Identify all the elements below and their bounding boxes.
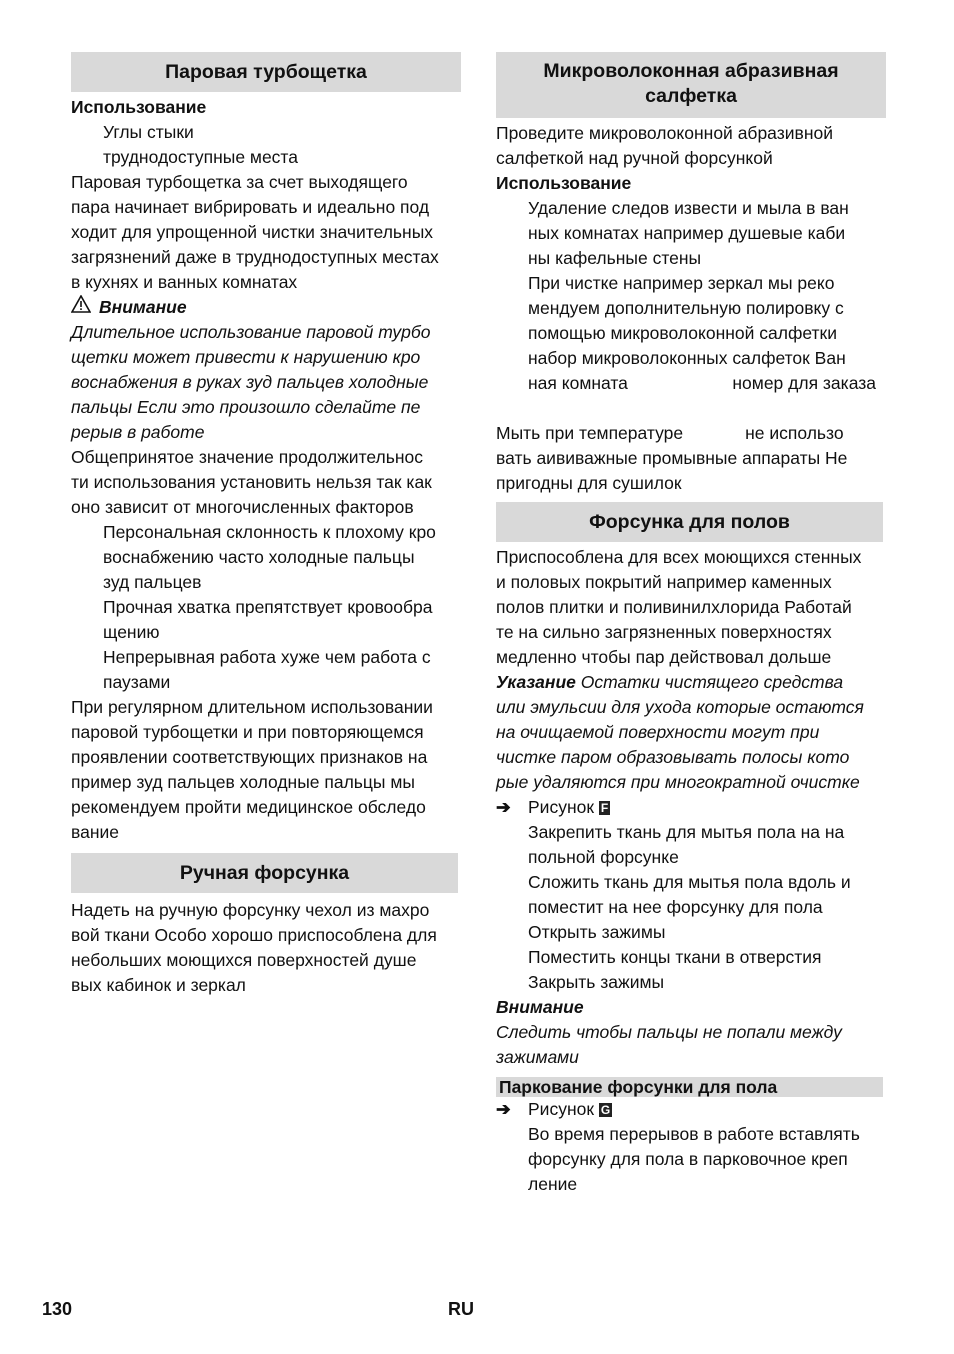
washing-paragraph <box>496 421 886 496</box>
text-line: вание <box>71 822 120 842</box>
figure-reference-g <box>496 1097 886 1122</box>
list-item: ление <box>528 1174 578 1194</box>
text-line: на очищаемой поверхности могут при <box>496 722 820 742</box>
arrow-right-icon: ➔ <box>496 1099 511 1119</box>
text-line: рекомендуем пройти медицинское обследо <box>71 797 426 817</box>
text-line: вать аививажные промывные аппараты Не <box>496 448 848 468</box>
recommend-paragraph <box>71 695 461 845</box>
floor-paragraph <box>496 545 886 670</box>
text-line: те на сильно загрязненных поверхностях <box>496 622 832 642</box>
text-span: Мыть при температуре <box>496 423 684 443</box>
text-line: небольших моющихся поверхностей душе <box>71 950 417 970</box>
microfiber-usage <box>496 196 886 396</box>
text-line: зажимами <box>496 1047 579 1067</box>
order-number-line <box>496 371 886 396</box>
list-item: ных комнатах например душевые каби <box>528 223 846 243</box>
text-line: рые удаляются при многократной очистке <box>496 772 860 792</box>
list-item: Персональная склонность к плохому кро <box>103 522 436 542</box>
text-line: и половых покрытий например каменных <box>496 572 832 592</box>
usage-label: Использование <box>496 173 632 193</box>
list-item: воснабжению часто холодные пальцы <box>103 547 415 567</box>
warning-heading <box>71 295 461 320</box>
text-line: рерыв в работе <box>71 422 205 442</box>
list-item: Прочная хватка препятствует кровообра <box>103 597 433 617</box>
text-line: Следить чтобы пальцы не попали между <box>496 1022 842 1042</box>
text-line: воснабжения в руках зуд пальцев холодные <box>71 372 429 392</box>
warning-text <box>71 320 461 445</box>
text-span: не использо <box>745 423 844 443</box>
text-line: полов плитки и поливинилхлорида Работай <box>496 597 852 617</box>
text-line: вых кабинок и зеркал <box>71 975 246 995</box>
text-line: медленно чтобы пар действовал дольше <box>496 647 832 667</box>
list-item: Сложить ткань для мытья пола вдоль и <box>528 872 851 892</box>
list-item: Углы стыки <box>103 122 194 142</box>
section-title-steam-turbo-brush: Паровая турбощетка <box>71 52 461 92</box>
text-line: ти использования установить нельзя так как <box>71 472 432 492</box>
text-line: Общепринятое значение продолжительнос <box>71 447 424 467</box>
list-item: поместит на нее форсунку для пола <box>528 897 823 917</box>
list-item: набор микроволоконных салфеток Ван <box>528 348 846 368</box>
text-line: Надеть на ручную форсунку чехол из махро <box>71 900 430 920</box>
text-span: ная комната <box>528 373 628 393</box>
section-title-floor-nozzle: Форсунка для полов <box>496 502 883 542</box>
microfiber-intro <box>496 121 886 171</box>
caution-label: Внимание <box>496 997 584 1017</box>
text-span: номер для заказа <box>732 373 876 393</box>
text-line: При регулярном длительном использовании <box>71 697 433 717</box>
title-line: Микроволоконная абразивная <box>543 60 839 82</box>
text-span: Остатки чистящего средства <box>575 672 844 692</box>
section-title-microfiber-cloth <box>496 52 886 118</box>
figure-label: Рисунок <box>528 1099 595 1119</box>
note-label: Указание <box>496 672 576 692</box>
list-item: При чистке например зеркал мы реко <box>528 273 835 293</box>
text-line <box>496 670 886 695</box>
list-item: труднодоступные места <box>103 147 298 167</box>
text-line: Длительное использование паровой турбо <box>71 322 431 342</box>
list-item: щению <box>103 622 160 642</box>
list-item: форсунку для пола в парковочное креп <box>528 1149 848 1169</box>
text-line: оно зависит от многочисленных факторов <box>71 497 414 517</box>
text-line: пригодны для сушилок <box>496 473 682 493</box>
list-item: паузами <box>103 672 171 692</box>
figure-f-badge: F <box>600 801 609 815</box>
text-line: вой ткани Особо хорошо приспособлена для <box>71 925 437 945</box>
text-line: салфеткой над ручной форсункой <box>496 148 773 168</box>
text-line: в кухнях и ванных комнатах <box>71 272 298 292</box>
text-line: чистке паром образовывать полосы кото <box>496 747 850 767</box>
figure-reference-f <box>496 795 886 820</box>
text-line <box>496 421 886 446</box>
section-title-hand-nozzle: Ручная форсунка <box>71 853 458 893</box>
floor-steps-list <box>496 820 886 995</box>
text-line: щетки может привести к нарушению кро <box>71 347 421 367</box>
text-line: пара начинает вибрировать и идеально под <box>71 197 430 217</box>
text-line: ходит для упрощенной чистки значительных <box>71 222 434 242</box>
list-item: Во время перерывов в работе вставлять <box>528 1124 860 1144</box>
text-line: или эмульсии для ухода которые остаются <box>496 697 864 717</box>
factors-list <box>71 520 461 695</box>
text-line: проявлении соответствующих признаков на <box>71 747 428 767</box>
caution-text <box>496 1020 886 1070</box>
text-line: паровой турбощетки и при повторяющемся <box>71 722 424 742</box>
figure-g-badge: G <box>600 1103 611 1117</box>
right-column <box>496 52 886 1197</box>
usage-list <box>71 120 461 170</box>
language-code: RU <box>448 1299 474 1319</box>
list-item: польной форсунке <box>528 847 679 867</box>
note-block <box>496 670 886 795</box>
duration-paragraph <box>71 445 461 520</box>
list-item: Удаление следов извести и мыла в ван <box>528 198 849 218</box>
subsection-title-parking: Паркование форсунки для пола <box>496 1077 883 1097</box>
hand-nozzle-paragraph <box>71 898 461 998</box>
list-item: зуд пальцев <box>103 572 202 592</box>
list-item: Поместить концы ткани в отверстия <box>528 947 822 967</box>
text-line: Паровая турбощетка за счет выходящего <box>71 172 408 192</box>
parking-text <box>496 1122 886 1197</box>
text-line: Приспособлена для всех моющихся стенных <box>496 547 862 567</box>
intro-paragraph <box>71 170 461 295</box>
page-number: 130 <box>42 1299 73 1319</box>
list-item: Закрыть зажимы <box>528 972 665 992</box>
warning-triangle-icon <box>71 295 99 320</box>
text-line: загрязнений даже в труднодоступных местах <box>71 247 439 267</box>
warning-label: Внимание <box>99 297 187 317</box>
text-line: пример зуд пальцев холодные пальцы мы <box>71 772 415 792</box>
list-item: Непрерывная работа хуже чем работа с <box>103 647 431 667</box>
usage-label: Использование <box>71 97 207 117</box>
list-item: Открыть зажимы <box>528 922 666 942</box>
text-line: Проведите микроволоконной абразивной <box>496 123 833 143</box>
list-item: Закрепить ткань для мытья пола на на <box>528 822 845 842</box>
list-item: ны кафельные стены <box>528 248 702 268</box>
left-column <box>71 52 461 998</box>
arrow-right-icon: ➔ <box>496 797 511 817</box>
list-item: мендуем дополнительную полировку с <box>528 298 844 318</box>
figure-label: Рисунок <box>528 797 595 817</box>
list-item: помощью микроволоконной салфетки <box>528 323 837 343</box>
text-line: пальцы Если это произошло сделайте пе <box>71 397 421 417</box>
title-line: салфетка <box>645 85 737 107</box>
